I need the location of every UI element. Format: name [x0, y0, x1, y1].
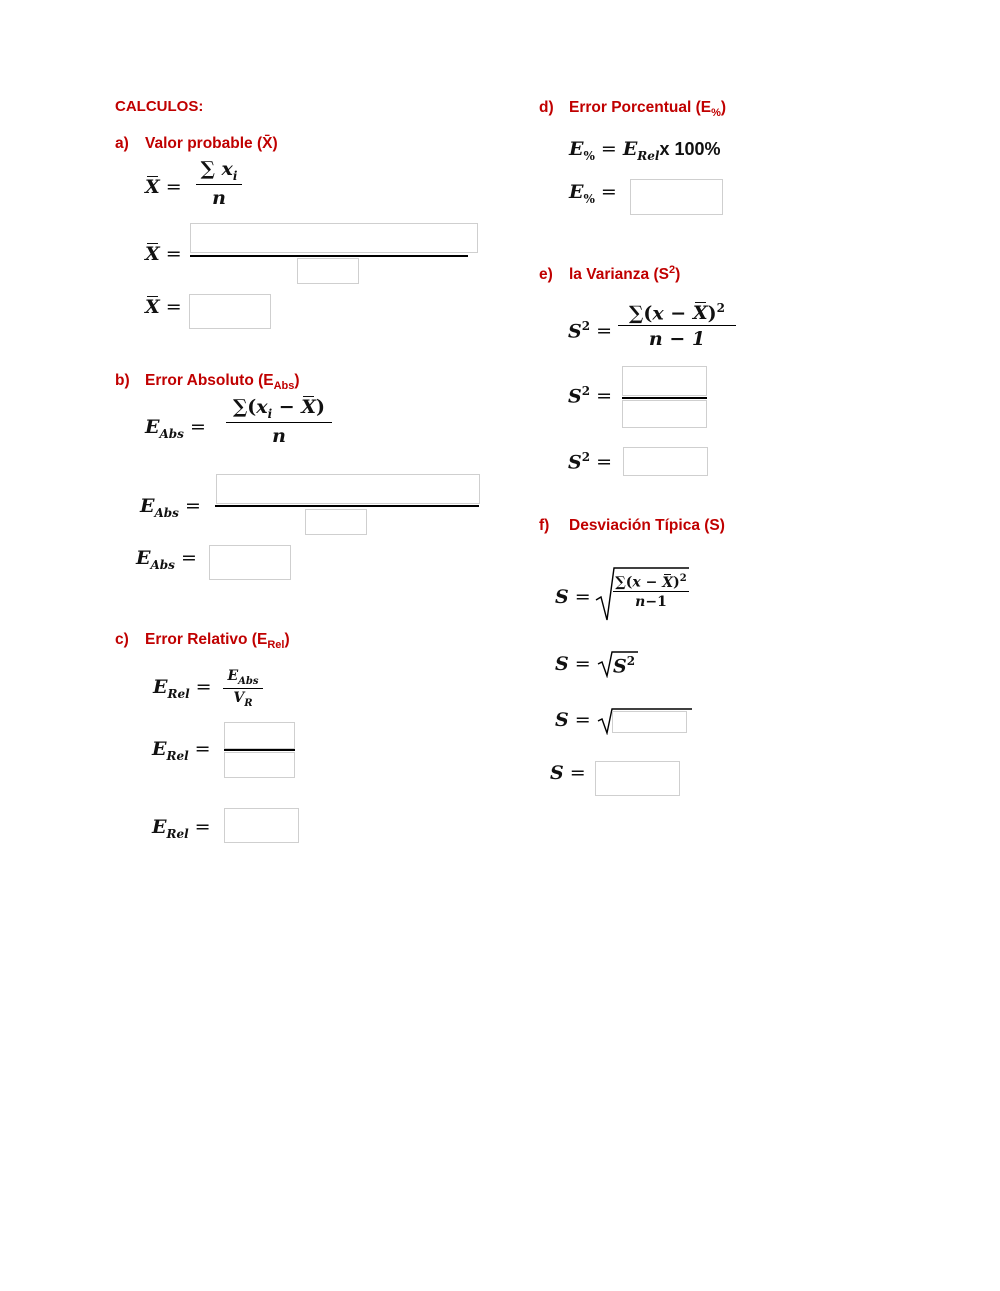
f-step3-lhs: S = — [555, 709, 591, 731]
sub-i: i — [232, 168, 238, 183]
percent-text: x 100% — [659, 139, 721, 159]
c-result-lhs: $E_{Rel}$ = — [152, 816, 211, 841]
section-e-letter: e) — [539, 266, 553, 284]
section-b-sub: Abs — [273, 380, 295, 393]
section-a-title — [115, 135, 278, 153]
formula-f2: S = — [555, 653, 591, 675]
formula-a-lhs: X = — [145, 176, 182, 198]
section-d-end: ) — [720, 99, 727, 116]
b-denominator-input[interactable] — [305, 509, 367, 535]
formula-b-lhs: $E_{Abs}$ = — [145, 416, 206, 441]
section-c-label: Error Relativo (E — [145, 631, 268, 648]
section-c-end: ) — [284, 631, 290, 648]
section-e-sup: 2 — [668, 264, 676, 276]
e-fraction-line — [622, 397, 707, 399]
section-d-title — [539, 99, 726, 119]
section-b-label: Error Absoluto (E — [145, 372, 274, 389]
section-a-label: Valor probable (X̄) — [145, 135, 278, 152]
formula-f-lhs: S = — [555, 586, 591, 608]
a-result-lhs: X = — [145, 296, 182, 318]
a-result-input[interactable] — [189, 294, 271, 329]
section-f-letter: f) — [539, 517, 550, 534]
formula-c-fraction: $E_{Abs}$ $V_R$ — [223, 669, 263, 709]
sub-r: R — [244, 697, 253, 709]
formula-e-fraction: $\frac{\sum(x - X)^2}{n - 1}$ — [618, 302, 736, 349]
xi-symbol: x — [221, 158, 233, 180]
c-result-input[interactable] — [224, 808, 299, 843]
section-f-title — [539, 517, 725, 535]
c-numerator-input[interactable] — [224, 722, 295, 749]
b-fraction-line — [215, 505, 479, 507]
a-step2-lhs: X = — [145, 243, 182, 265]
e-step2-lhs: $S^2$ = — [568, 384, 613, 408]
e-numerator-input[interactable] — [622, 366, 707, 396]
sigma-symbol: ∑ — [200, 158, 215, 180]
b-step2-lhs: $E_{Abs}$ = — [140, 495, 201, 520]
formula-b-fraction: $\frac{\sum(x_i - X)}{n}$ — [226, 398, 332, 446]
a-denominator-input[interactable] — [297, 258, 359, 284]
c-fraction-line — [224, 749, 295, 751]
section-e-label: la Varianza (S — [569, 266, 669, 284]
formula-e-lhs: $S^2$ = — [568, 319, 613, 343]
f-result-input[interactable] — [595, 761, 680, 796]
formula-f-fraction: $\frac{\sum(x - X)^2}{n-1}$ — [613, 574, 689, 609]
section-b-end: ) — [294, 372, 300, 389]
c-denominator-input[interactable] — [224, 752, 295, 778]
e-result-input[interactable] — [623, 447, 708, 476]
section-b-title — [115, 372, 300, 392]
section-d-letter: d) — [539, 99, 554, 116]
a-fraction-line — [190, 255, 468, 257]
d-result-input[interactable] — [630, 179, 723, 215]
v-symbol: V — [233, 689, 245, 706]
a-numerator-input[interactable] — [190, 223, 478, 253]
b-result-input[interactable] — [209, 545, 291, 580]
section-d-label: Error Porcentual (E — [569, 99, 712, 116]
section-c-letter: c) — [115, 631, 129, 648]
section-d-sub: % — [711, 107, 721, 120]
c-step2-lhs: $E_{Rel}$ = — [152, 738, 211, 763]
section-b-letter: b) — [115, 372, 130, 389]
f-sqrt-input[interactable] — [612, 711, 687, 733]
n-minus-1: n − 1 — [618, 325, 736, 349]
d-result-lhs: $E_{\%}$ = — [569, 181, 617, 206]
page-title: CALCULOS: — [115, 98, 204, 115]
n-symbol: n — [196, 184, 242, 208]
section-a-letter: a) — [115, 135, 129, 152]
section-c-sub: Rel — [267, 639, 285, 652]
b-result-lhs: $E_{Abs}$ = — [136, 547, 197, 572]
formula-a-fraction — [196, 160, 242, 208]
b-numerator-input[interactable] — [216, 474, 480, 504]
section-f-label: Desviación Típica (S) — [569, 517, 725, 534]
section-e-end: ) — [675, 266, 681, 284]
e-result-lhs: $S^2$ = — [568, 450, 613, 474]
section-c-title — [115, 631, 290, 651]
f-result-lhs: S = — [550, 762, 586, 784]
e-denominator-input[interactable] — [622, 400, 707, 428]
formula-c-lhs: $E_{Rel}$ = — [153, 676, 212, 701]
formula-f2-radicand: $S^2$ — [613, 654, 636, 678]
section-e-title — [539, 264, 680, 284]
formula-d: $E_{\%} = E_{Rel}x$ 100% — [569, 138, 721, 163]
